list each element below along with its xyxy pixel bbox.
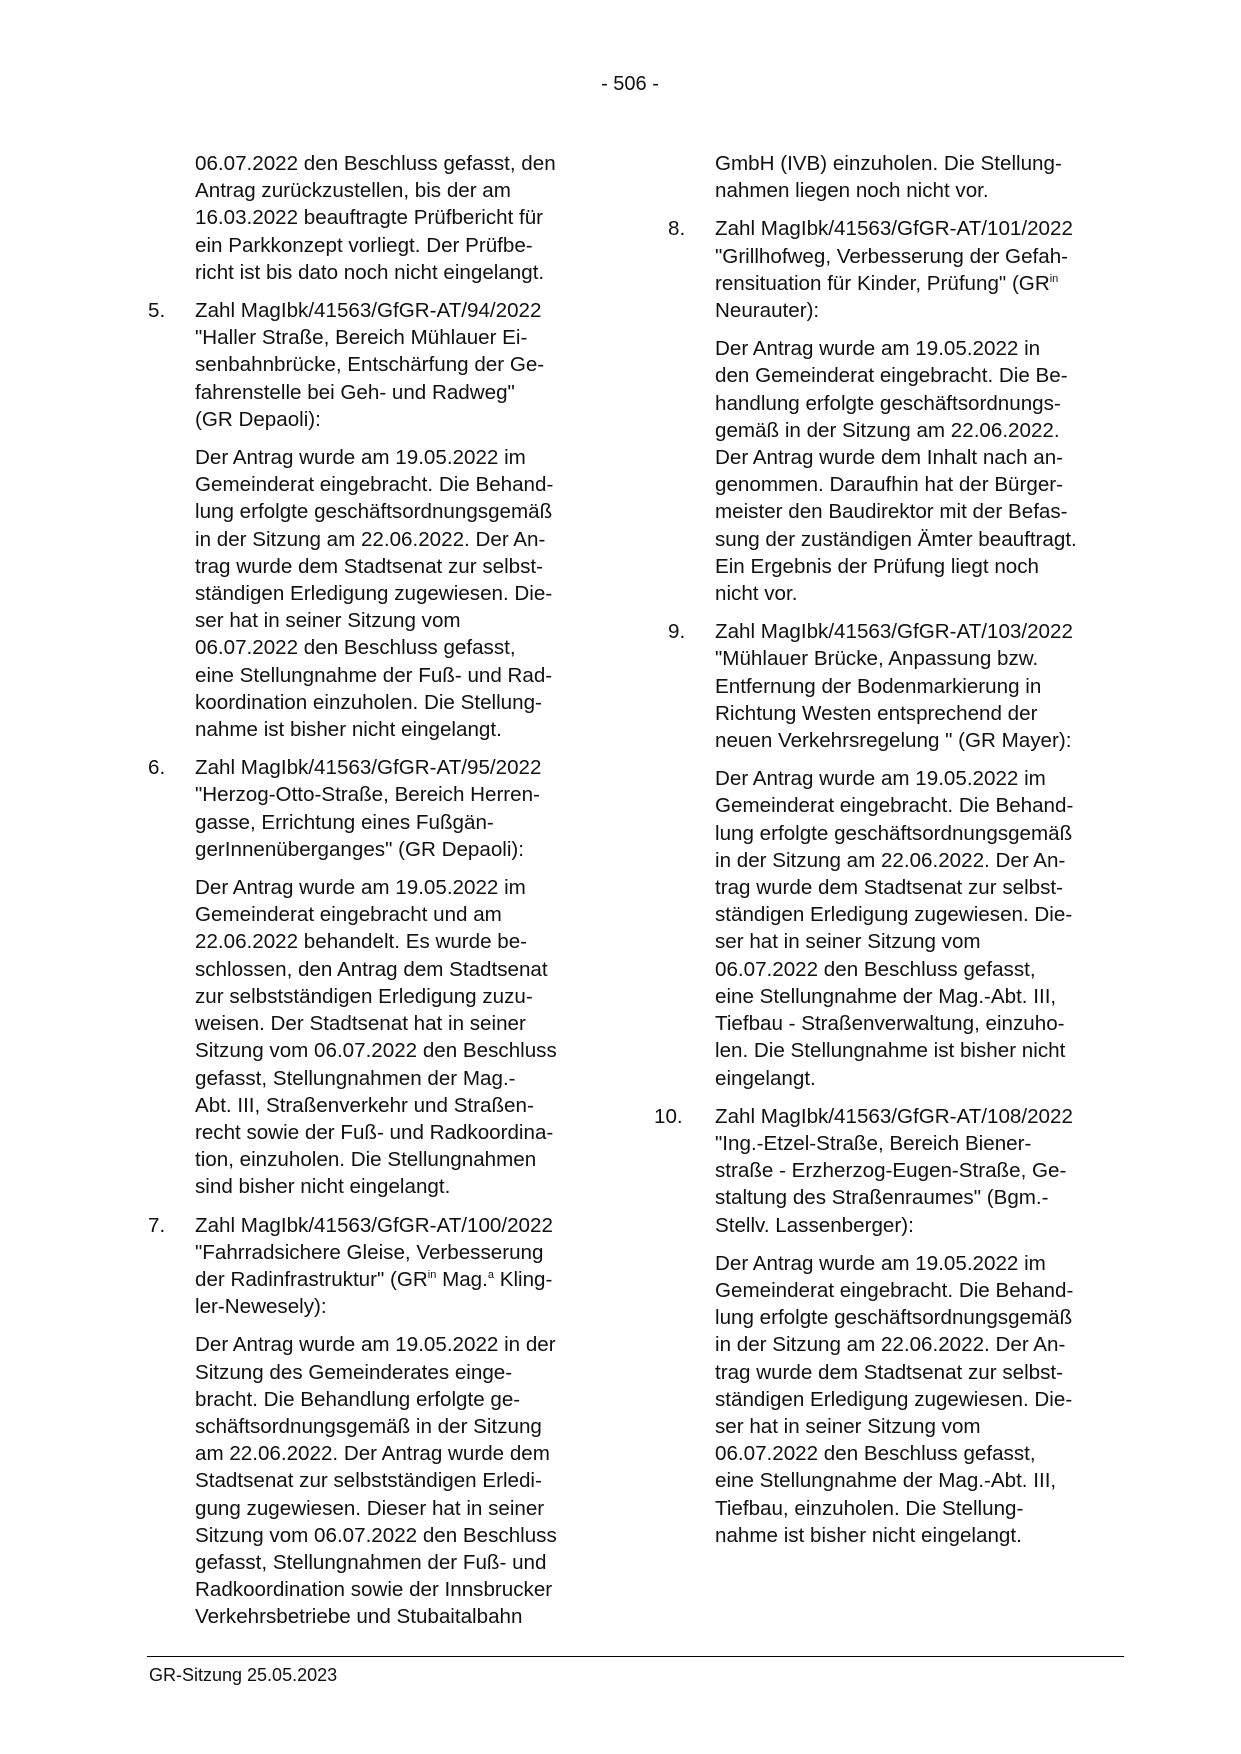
- item-number: 5.: [148, 299, 166, 323]
- continuation-text: 06.07.2022 den Beschluss gefasst, den Antrag zurückzustellen, bis der am 16.03.2022 beauftragte Prüfbericht für ein Parkkonzept vorliegt. Der Prüfbe- richt ist bis dato noch nicht eingelangt.: [195, 152, 556, 284]
- title-text: der Radinfrastruktur" (GR: [195, 1267, 428, 1291]
- item-number: 9.: [668, 620, 686, 644]
- list-item: [668, 215, 1128, 607]
- item-title: Zahl MagIbk/41563/GfGR-AT/95/2022 "Herzog-Otto-Straße, Bereich Herren- gasse, Errichtung eines Fußgän- gerInnenüberganges" (GR Depaoli):: [195, 756, 542, 861]
- superscript: in: [1049, 272, 1059, 285]
- title-line: "Grillhofweg, Verbesserung der Gefah-: [715, 244, 1069, 268]
- item-body: Der Antrag wurde am 19.05.2022 im Gemeinderat eingebracht. Die Behand- lung erfolgte geschäftsordnungsgemäß in der Sitzung am 22.06.2022. Der An- trag wurde dem Stadtsenat zur selbst- ständigen Erledigung zugewiesen. Die- ser hat in seiner Sitzung vom 06.07.2022 den Beschluss gefasst, eine Stellungnahme der Mag.-Abt. III, Tiefbau, einzuholen. Die Stellung- nahme ist bisher nicht eingelangt.: [715, 1251, 1074, 1547]
- title-line: [195, 1266, 608, 1293]
- item-title: Zahl MagIbk/41563/GfGR-AT/108/2022 "Ing.-Etzel-Straße, Bereich Biener- straße - Erzherzog-Eugen-Straße, Ge- staltung des Straßenraumes" (Bgm.- Stellv. Lassenberger):: [715, 1104, 1073, 1237]
- list-item: [148, 297, 608, 743]
- superscript: a: [487, 1268, 494, 1281]
- footer-divider: [147, 1656, 1124, 1657]
- item-body: Der Antrag wurde am 19.05.2022 im Gemeinderat eingebracht und am 22.06.2022 behandelt. Es wurde be- schlossen, den Antrag dem Stadtsenat zur selbstständigen Erledigung zuzu- weisen. Der Stadtsenat hat in seiner Sitzung vom 06.07.2022 den Beschluss gefasst, Stellungnahmen der Mag.- Abt. III, Straßenverkehr und Straßen- recht sowie der Fuß- und Radkoordina- tion, einzuholen. Die Stellungnahmen sind bisher nicht eingelangt.: [195, 876, 557, 1199]
- item-body: Der Antrag wurde am 19.05.2022 im Gemeinderat eingebracht. Die Behand- lung erfolgte geschäftsordnungsgemäß in der Sitzung am 22.06.2022. Der An- trag wurde dem Stadtsenat zur selbst- ständigen Erledigung zugewiesen. Die- ser hat in seiner Sitzung vom 06.07.2022 den Beschluss gefasst, eine Stellungnahme der Mag.-Abt. III, Tiefbau - Straßenverwaltung, einzuho- len. Die Stellungnahme ist bisher nicht eingelangt.: [715, 767, 1074, 1090]
- item-body: Der Antrag wurde am 19.05.2022 im Gemeinderat eingebracht. Die Behand- lung erfolgte geschäftsordnungsgemäß in der Sitzung am 22.06.2022. Der An- trag wurde dem Stadtsenat zur selbst- ständigen Erledigung zugewiesen. Die- ser hat in seiner Sitzung vom 06.07.2022 den Beschluss gefasst, eine Stellungnahme der Fuß- und Rad- koordination einzuholen. Die Stellung- nahme ist bisher nicht eingelangt.: [195, 446, 554, 742]
- title-text: rensituation für Kinder, Prüfung" (GR: [715, 271, 1050, 295]
- item-number: 8.: [668, 217, 686, 241]
- item-body: Der Antrag wurde am 19.05.2022 in den Gemeinderat eingebracht. Die Be- handlung erfolgte geschäftsordnungs- gemäß in der Sitzung am 22.06.2022. Der Antrag wurde dem Inhalt nach an- genommen. Daraufhin hat der Bürger- meister den Baudirektor mit der Befas- sung der zuständigen Ämter beauftragt. Ein Ergebnis der Prüfung liegt noch nicht vor.: [715, 337, 1077, 606]
- item-body: Der Antrag wurde am 19.05.2022 in der Sitzung des Gemeinderates einge- bracht. Die Behandlung erfolgte ge- schäftsordnungsgemäß in der Sitzung am 22.06.2022. Der Antrag wurde dem Stadtsenat zur selbstständigen Erledi- gung zugewiesen. Dieser hat in seiner Sitzung vom 06.07.2022 den Beschluss gefasst, Stellungnahmen der Fuß- und Radkoordination sowie der Innsbrucker Verkehrsbetriebe und Stubaitalbahn: [195, 1333, 557, 1629]
- item-title: [715, 215, 1128, 324]
- title-text: Kling-: [493, 1267, 553, 1291]
- list-item: [148, 1212, 608, 1631]
- right-column: [654, 150, 1128, 1549]
- left-column: [148, 150, 608, 1631]
- title-line: "Fahrradsichere Gleise, Verbesserung: [195, 1240, 544, 1264]
- item-number: 10.: [654, 1104, 683, 1128]
- title-line: Zahl MagIbk/41563/GfGR-AT/101/2022: [715, 217, 1073, 241]
- item-number: 6.: [148, 756, 166, 780]
- list-item: [654, 1103, 1128, 1549]
- list-item: [148, 754, 608, 1200]
- title-line: [715, 270, 1128, 297]
- title-line: ler-Newesely):: [195, 1295, 327, 1319]
- footer-text: GR-Sitzung 25.05.2023: [149, 1665, 338, 1685]
- title-line: Zahl MagIbk/41563/GfGR-AT/100/2022: [195, 1213, 553, 1237]
- page-number: - 506 -: [601, 73, 659, 95]
- title-text: Mag.: [436, 1267, 488, 1291]
- item-title: Zahl MagIbk/41563/GfGR-AT/103/2022 "Mühlauer Brücke, Anpassung bzw. Entfernung der Bodenmarkierung in Richtung Westen entsprechend der neuen Verkehrsregelung " (GR Mayer):: [715, 620, 1073, 753]
- item-title: Zahl MagIbk/41563/GfGR-AT/94/2022 "Haller Straße, Bereich Mühlauer Ei- senbahnbrücke, Entschärfung der Ge- fahrenstelle bei Geh- und Radweg" (GR Depaoli):: [195, 299, 545, 431]
- title-line: Neurauter):: [715, 299, 820, 323]
- list-item: [668, 618, 1128, 1091]
- item-title: [195, 1212, 608, 1321]
- superscript: in: [427, 1268, 437, 1281]
- item-number: 7.: [148, 1213, 166, 1237]
- continuation-text: GmbH (IVB) einzuholen. Die Stellung- nahmen liegen noch nicht vor.: [715, 152, 1062, 203]
